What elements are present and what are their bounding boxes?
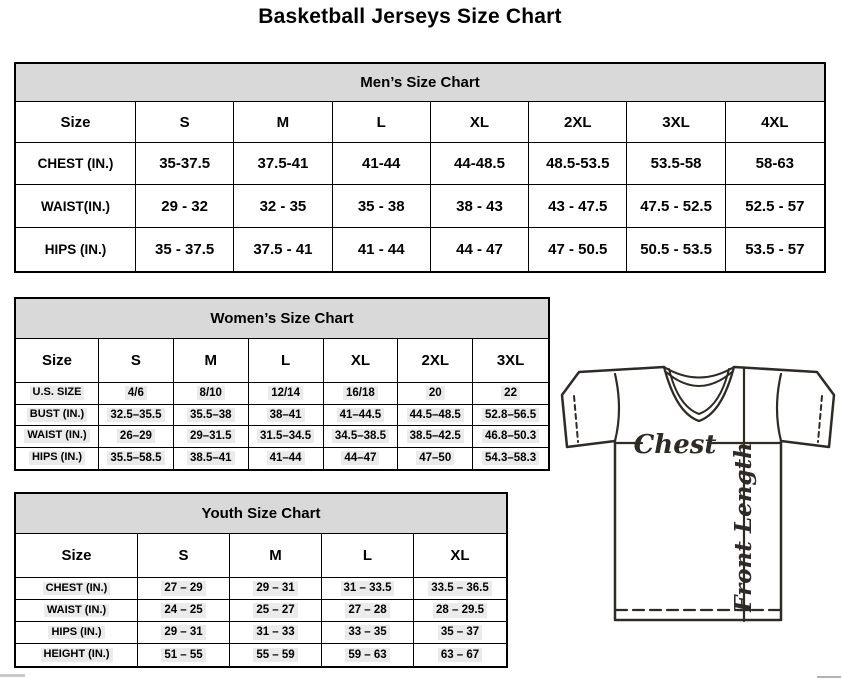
column-header: L (333, 102, 431, 143)
row-label (16, 578, 138, 600)
highlighted-value: 41–44 (267, 451, 305, 465)
highlighted-value: 12/14 (268, 386, 303, 400)
highlighted-value: 31 – 33.5 (341, 581, 395, 595)
row-label: HIPS (IN.) (16, 228, 136, 271)
size-value (249, 383, 324, 405)
size-value (138, 622, 230, 644)
size-value (99, 448, 174, 470)
size-value: 52.5 - 57 (726, 185, 824, 228)
size-value: 41-44 (333, 143, 431, 185)
jersey-cuff-dash-right (818, 396, 822, 442)
column-header: M (234, 102, 332, 143)
size-value: 35-37.5 (136, 143, 234, 185)
size-value: 48.5-53.5 (529, 143, 627, 185)
highlighted-value: 29–31.5 (187, 429, 235, 443)
size-value (249, 405, 324, 427)
jersey-collar-arc-inner (666, 372, 732, 386)
row-label (16, 600, 138, 622)
size-value (249, 426, 324, 448)
highlighted-value: 51 – 55 (161, 648, 205, 662)
size-value (174, 426, 249, 448)
row-label (16, 622, 138, 644)
size-value (230, 600, 322, 622)
row-label (16, 644, 138, 666)
jersey-outline (562, 367, 834, 620)
jersey-armhole-left (615, 374, 619, 441)
size-value: 32 - 35 (234, 185, 332, 228)
size-value (473, 426, 548, 448)
column-header: M (174, 339, 249, 383)
size-value (322, 644, 414, 666)
size-value: 37.5-41 (234, 143, 332, 185)
column-header: 3XL (473, 339, 548, 383)
size-value: 53.5 - 57 (745, 241, 805, 258)
jersey-collar-v-outer (664, 367, 734, 421)
horizontal-scrollbar-fragment-left[interactable] (0, 674, 25, 677)
highlighted-value: HEIGHT (IN.) (41, 648, 113, 662)
highlighted-value: 31 – 33 (253, 625, 297, 639)
highlighted-value: 41–44.5 (337, 408, 385, 422)
jersey-cuff-dash-left (574, 396, 578, 442)
highlighted-value: 29 – 31 (253, 581, 297, 595)
size-value: 41 - 44 (333, 228, 431, 271)
column-header: XL (324, 339, 399, 383)
column-header: L (322, 534, 414, 578)
size-value (249, 448, 324, 470)
size-value (414, 622, 506, 644)
column-header: 2XL (529, 102, 627, 143)
highlighted-value: 33 – 35 (345, 625, 389, 639)
highlighted-value: 35.5–58.5 (107, 451, 164, 465)
highlighted-value: 27 – 29 (161, 581, 205, 595)
highlighted-value: 38.5–42.5 (407, 429, 464, 443)
size-value (230, 644, 322, 666)
size-value (398, 383, 473, 405)
size-value (324, 426, 399, 448)
size-value: 58-63 (726, 143, 824, 185)
column-header: XL (414, 534, 506, 578)
size-value (230, 622, 322, 644)
size-value (322, 578, 414, 600)
size-value (398, 405, 473, 427)
highlighted-value: CHEST (IN.) (43, 582, 111, 596)
front-length-label: Front Length (730, 442, 757, 612)
highlighted-value: 44–47 (341, 451, 379, 465)
size-value: 35 - 38 (333, 185, 431, 228)
column-header: S (136, 102, 234, 143)
size-value (398, 426, 473, 448)
size-value (414, 644, 506, 666)
size-value (473, 405, 548, 427)
highlighted-value: 27 – 28 (345, 603, 389, 617)
size-value (174, 383, 249, 405)
row-label: CHEST (IN.) (16, 143, 136, 185)
highlighted-value: 4/6 (125, 386, 147, 400)
highlighted-value: 22 (501, 386, 520, 400)
row-label (16, 405, 99, 427)
column-header: S (99, 339, 174, 383)
size-value: 38 - 43 (431, 185, 529, 228)
column-header: L (249, 339, 324, 383)
size-value: 44 - 47 (431, 228, 529, 271)
horizontal-scrollbar-fragment-right[interactable] (817, 676, 841, 678)
column-header: Size (16, 534, 138, 578)
size-value: 47 - 50.5 (529, 228, 627, 271)
column-header: Size (16, 102, 136, 143)
highlighted-value: 24 – 25 (161, 603, 205, 617)
row-label: WAIST(IN.) (16, 185, 136, 228)
row-label (16, 383, 99, 405)
size-value (414, 578, 506, 600)
highlighted-value: 38–41 (267, 408, 305, 422)
size-value (324, 405, 399, 427)
jersey-collar-v-inner (669, 369, 729, 414)
page-title: Basketball Jerseys Size Chart (258, 5, 562, 28)
size-value (174, 405, 249, 427)
mens-table-title: Men’s Size Chart (16, 64, 824, 102)
highlighted-value: 29 – 31 (161, 625, 205, 639)
size-value (473, 383, 548, 405)
column-header: 2XL (398, 339, 473, 383)
size-value (322, 622, 414, 644)
column-header: 4XL (726, 102, 824, 143)
highlighted-value: 34.5–38.5 (332, 429, 389, 443)
highlighted-value: 54.3–58.3 (482, 451, 539, 465)
highlighted-value: 31.5–34.5 (257, 429, 314, 443)
size-value: 35 - 37.5 (136, 228, 234, 271)
highlighted-value: 52.8–56.5 (482, 408, 539, 422)
size-value (138, 644, 230, 666)
column-header: S (138, 534, 230, 578)
size-value (473, 448, 548, 470)
size-value (138, 578, 230, 600)
highlighted-value: WAIST (IN.) (24, 429, 89, 443)
jersey-collar-arc-outer (664, 367, 734, 378)
highlighted-value: 32.5–35.5 (107, 408, 164, 422)
highlighted-value: 35 – 37 (438, 625, 482, 639)
highlighted-value: 28 – 29.5 (433, 603, 487, 617)
size-value (138, 600, 230, 622)
size-value: 29 - 32 (136, 185, 234, 228)
highlighted-value: BUST (IN.) (27, 408, 87, 422)
column-header: M (230, 534, 322, 578)
highlighted-value: HIPS (IN.) (48, 626, 104, 640)
size-value (99, 383, 174, 405)
highlighted-value: 8/10 (197, 386, 225, 400)
size-value (230, 578, 322, 600)
size-value (99, 405, 174, 427)
size-value: 50.5 - 53.5 (627, 228, 725, 271)
column-header: Size (16, 339, 99, 383)
highlighted-value: 26–29 (117, 429, 155, 443)
highlighted-value: 55 – 59 (253, 648, 297, 662)
row-label (16, 448, 99, 470)
size-value (414, 600, 506, 622)
highlighted-value: WAIST (IN.) (44, 604, 109, 618)
youth-table-title: Youth Size Chart (16, 494, 506, 534)
size-value (174, 448, 249, 470)
jersey-measurement-diagram (554, 353, 842, 645)
jersey-armhole-right (777, 374, 781, 441)
highlighted-value: 16/18 (343, 386, 378, 400)
highlighted-value: HIPS (IN.) (29, 451, 85, 465)
size-value (398, 448, 473, 470)
column-header: XL (431, 102, 529, 143)
size-value: 37.5 - 41 (234, 228, 332, 271)
highlighted-value: 33.5 – 36.5 (428, 581, 492, 595)
chest-label: Chest (633, 430, 717, 460)
highlighted-value: 44.5–48.5 (407, 408, 464, 422)
highlighted-value: 25 – 27 (253, 603, 297, 617)
row-label (16, 426, 99, 448)
highlighted-value: 38.5–41 (187, 451, 235, 465)
size-value (324, 383, 399, 405)
size-value: 43 - 47.5 (529, 185, 627, 228)
size-value (324, 448, 399, 470)
size-value: 47.5 - 52.5 (627, 185, 725, 228)
highlighted-value: U.S. SIZE (30, 386, 85, 400)
highlighted-value: 35.5–38 (187, 408, 235, 422)
highlighted-value: 63 – 67 (438, 648, 482, 662)
highlighted-value: 46.8–50.3 (482, 429, 539, 443)
womens-table-title: Women’s Size Chart (16, 299, 548, 339)
column-header: 3XL (627, 102, 725, 143)
womens-size-table (14, 297, 550, 471)
size-value: 53.5-58 (627, 143, 725, 185)
size-value (99, 426, 174, 448)
mens-size-table (14, 62, 826, 273)
size-value: 44-48.5 (431, 143, 529, 185)
youth-size-table (14, 492, 508, 668)
highlighted-value: 20 (426, 386, 445, 400)
highlighted-value: 59 – 63 (345, 648, 389, 662)
size-value (322, 600, 414, 622)
highlighted-value: 47–50 (416, 451, 454, 465)
